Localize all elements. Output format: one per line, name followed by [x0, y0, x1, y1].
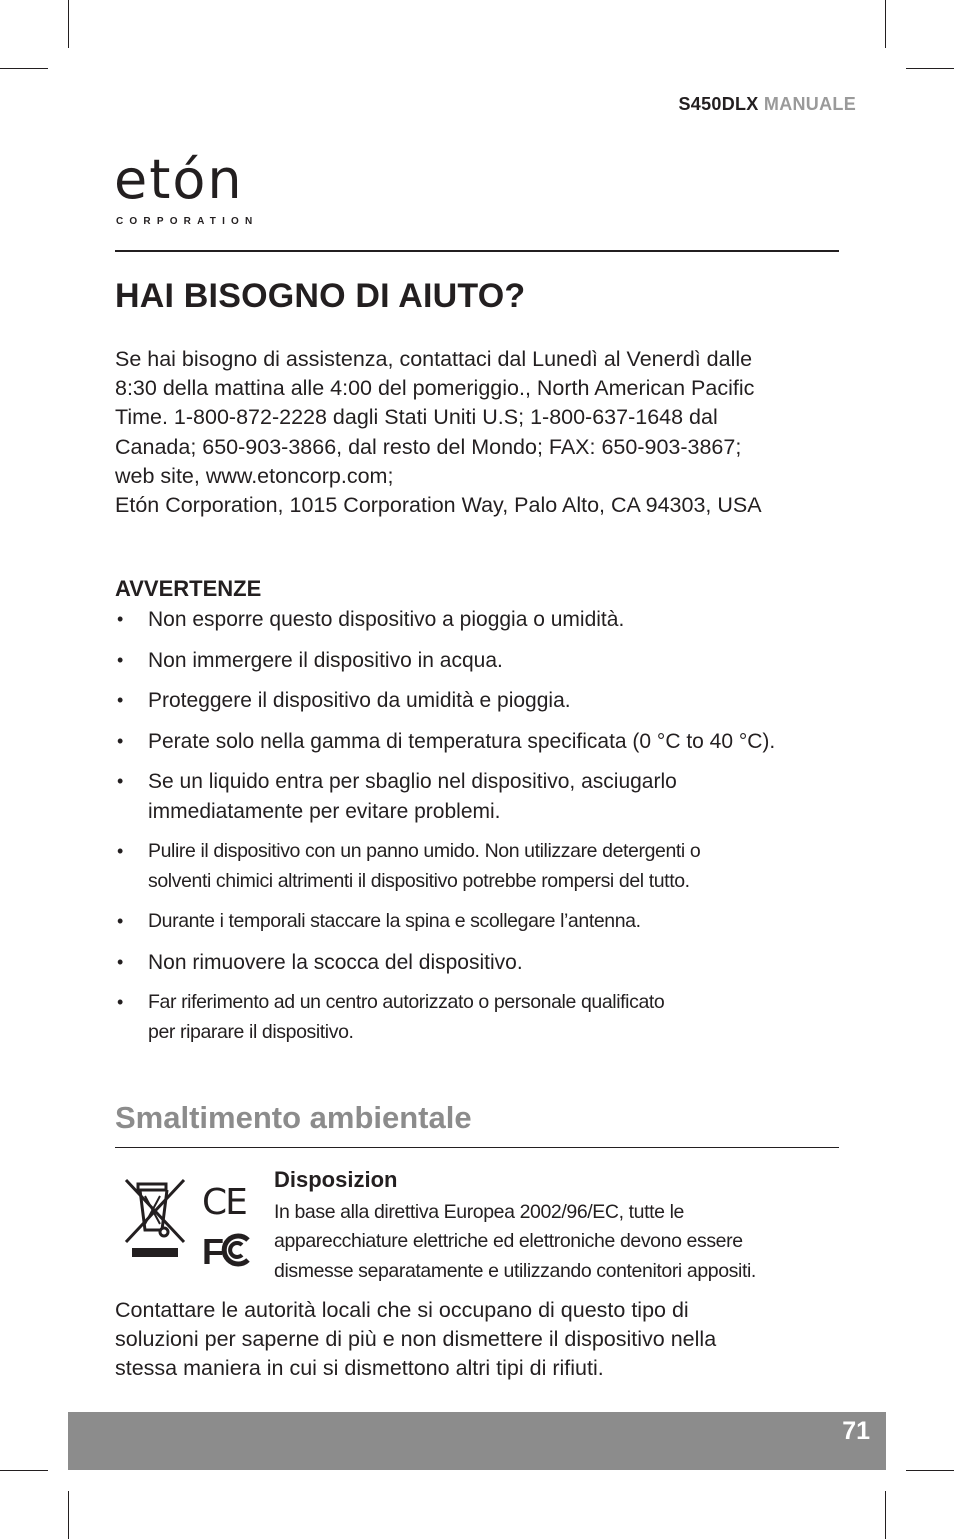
- bullet-icon: •: [117, 771, 124, 791]
- warning-item: [115, 948, 835, 978]
- crop-mark-top-right-vertical: [885, 0, 886, 48]
- warning-text: Proteggere il dispositivo da umidità e pioggia.: [148, 689, 571, 712]
- warning-text: Non rimuovere la scocca del dispositivo.: [148, 950, 523, 974]
- intro-paragraph: [115, 345, 845, 520]
- disposal-divider: [115, 1147, 839, 1148]
- warning-text: solventi chimici altrimenti il dispositivo potrebbe rompersi del tutto.: [148, 869, 690, 892]
- warnings-list: [115, 605, 835, 1058]
- warning-text: Non esporre questo dispositivo a pioggia o umidità.: [148, 608, 625, 631]
- eton-logo: [114, 148, 259, 230]
- disposal-line: apparecchiature elettriche ed elettroniche devono essere: [274, 1230, 743, 1253]
- bullet-icon: •: [117, 992, 123, 1012]
- crop-mark-bottom-left-vertical: [68, 1491, 69, 1539]
- crop-mark-bottom-right-horizontal: [906, 1470, 954, 1471]
- crossed-bin-icon: [126, 1180, 184, 1257]
- warning-item: [115, 605, 835, 635]
- intro-line: Time. 1-800-872-2228 dagli Stati Uniti U.S; 1-800-637-1648 dal: [115, 405, 718, 430]
- disposal-subtitle: Disposizion: [274, 1167, 398, 1192]
- warning-item: [115, 837, 835, 896]
- fcc-mark-icon: [202, 1231, 248, 1272]
- warning-item: [115, 686, 835, 716]
- page-number: 71: [842, 1417, 870, 1445]
- crop-mark-top-left-vertical: [68, 0, 69, 48]
- warning-text: Durante i temporali staccare la spina e scollegare l’antenna.: [148, 910, 641, 932]
- compliance-icons: [118, 1172, 258, 1272]
- disposal-section-title: Smaltimento ambientale: [115, 1100, 472, 1135]
- model-name: S450DLX: [678, 94, 759, 114]
- warning-item: [115, 988, 835, 1047]
- bullet-icon: •: [117, 951, 124, 972]
- intro-line: Canada; 650-903-3866, dal resto del Mondo; FAX: 650-903-3867;: [115, 434, 742, 459]
- logo-subtitle: CORPORATION: [116, 216, 259, 227]
- warning-item: [115, 907, 835, 937]
- closing-line: soluzioni per saperne di più e non dismettere il dispositivo nella: [115, 1327, 717, 1352]
- closing-line: Contattare le autorità locali che si occupano di questo tipo di: [115, 1298, 689, 1322]
- disposal-line: In base alla direttiva Europea 2002/96/EC, tutte le: [274, 1201, 684, 1223]
- crop-mark-bottom-left-horizontal: [0, 1470, 48, 1471]
- warning-item: [115, 646, 835, 676]
- bullet-icon: •: [117, 730, 124, 751]
- intro-line: web site, www.etoncorp.com;: [115, 463, 394, 488]
- logo-wordmark: etón: [114, 148, 244, 211]
- intro-line: 8:30 della mattina alle 4:00 del pomeriggio., North American Pacific: [115, 376, 755, 401]
- bullet-icon: •: [117, 841, 123, 861]
- bullet-icon: •: [117, 690, 124, 710]
- page-title: HAI BISOGNO DI AIUTO?: [115, 277, 526, 315]
- manual-label: MANUALE: [763, 94, 856, 114]
- fcc-f-letter: F: [202, 1231, 224, 1272]
- warnings-title: AVVERTENZE: [115, 576, 262, 601]
- closing-paragraph: [115, 1296, 845, 1384]
- intro-line: Etón Corporation, 1015 Corporation Way, Palo Alto, CA 94303, USA: [115, 493, 762, 518]
- bullet-icon: •: [117, 649, 124, 670]
- warning-text: per riparare il dispositivo.: [148, 1020, 354, 1043]
- warning-item: [115, 767, 835, 826]
- compliance-icons-svg: [118, 1172, 258, 1272]
- warning-text: Far riferimento ad un centro autorizzato o personale qualificato: [148, 991, 665, 1013]
- warning-text: Non immergere il dispositivo in acqua.: [148, 648, 503, 672]
- disposal-text: [274, 1198, 844, 1286]
- ce-mark-icon: CE: [202, 1182, 246, 1223]
- warning-text: Se un liquido entra per sbaglio nel dispositivo, asciugarlo: [148, 770, 677, 793]
- warning-text: Pulire il dispositivo con un panno umido. Non utilizzare detergenti o: [148, 840, 701, 862]
- crop-mark-top-left-horizontal: [0, 68, 48, 69]
- warning-text: Perate solo nella gamma di temperatura specificata (0 °C to 40 °C).: [148, 729, 776, 753]
- closing-line: stessa maniera in cui si dismettono altri tipi di rifiuti.: [115, 1356, 604, 1381]
- intro-line: Se hai bisogno di assistenza, contattaci dal Lunedì al Venerdì dalle: [115, 347, 753, 371]
- crop-mark-top-right-horizontal: [906, 68, 954, 69]
- crop-mark-bottom-right-vertical: [885, 1491, 886, 1539]
- warning-item: [115, 727, 835, 757]
- running-header: [678, 94, 856, 115]
- warning-text: immediatamente per evitare problemi.: [148, 799, 501, 823]
- bullet-icon: •: [117, 911, 123, 931]
- footer-bar: [68, 1412, 886, 1470]
- disposal-line: dismesse separatamente e utilizzando contenitori appositi.: [274, 1259, 756, 1282]
- title-divider: [115, 250, 839, 252]
- bullet-icon: •: [117, 609, 124, 629]
